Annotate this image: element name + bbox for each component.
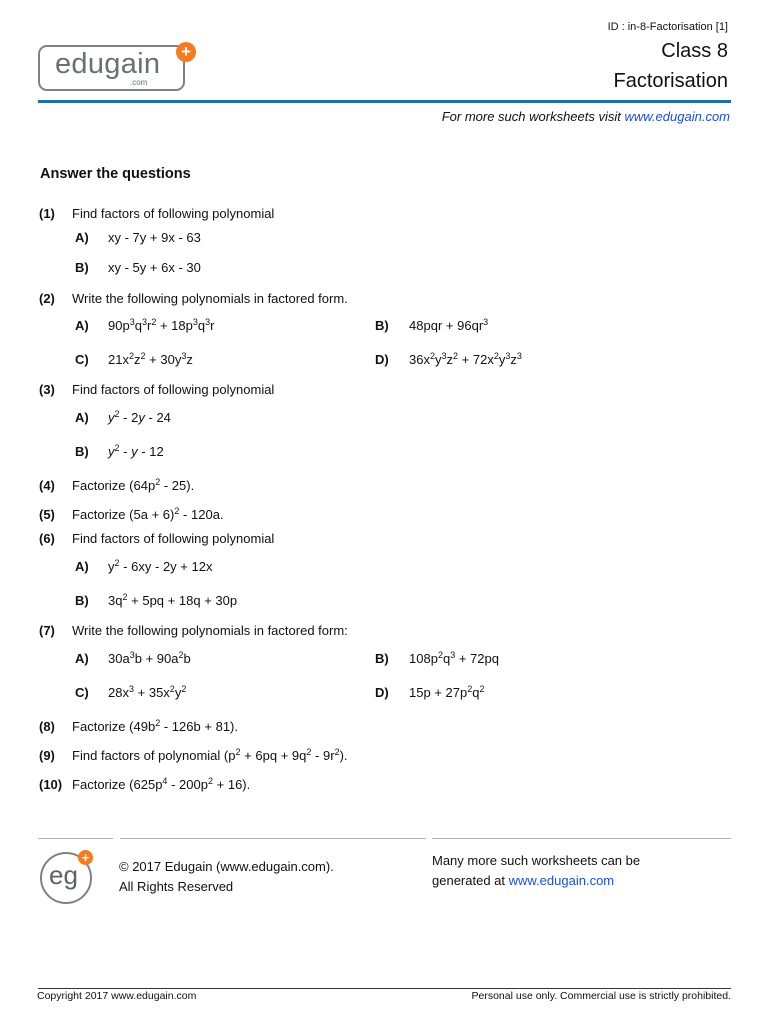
option-text: $y^2$ - y - 12 [108, 443, 164, 459]
copyright-line-2: All Rights Reserved [119, 879, 234, 894]
option-label: B) [75, 593, 89, 608]
edugain-link[interactable]: www.edugain.com [624, 109, 730, 124]
copyright-line-1: © 2017 Edugain (www.edugain.com). [119, 859, 334, 874]
option-label: B) [75, 444, 89, 459]
option-label: B) [75, 260, 89, 275]
option-text: $30a^3b + 90a^2b$ [108, 650, 191, 666]
option-text: $3q^2 + 5pq + 18q + 30p$ [108, 592, 238, 608]
option-label: A) [75, 559, 89, 574]
option-text: $y^2 - 6xy - 2y + 12x$ [108, 558, 213, 574]
generated-at-prefix: generated at [432, 873, 509, 888]
question-text: Factorize $(64p^2 - 25)$. [72, 477, 195, 493]
question-text: Find factors of following polynomial [72, 531, 275, 546]
question-text: Find factors of following polynomial [72, 382, 275, 397]
question-number: (6) [39, 531, 55, 546]
question-text: Write the following polynomials in factored form: [72, 623, 348, 638]
option-label: C) [75, 685, 89, 700]
option-text: $36x^2y^3z^2 + 72x^2y^3z^3$ [409, 351, 522, 367]
option-text: $108p^2q^3 + 72pq$ [409, 650, 499, 666]
worksheet-id: ID : in-8-Factorisation [1] [607, 21, 728, 33]
option-text: $y^2 - 2y - 24$ [108, 409, 171, 425]
option-text: $15p + 27p^2q^2$ [409, 684, 485, 700]
class-title: Class 8 [661, 40, 728, 62]
question-number: (10) [39, 777, 63, 792]
visit-prefix: For more such worksheets visit [441, 109, 625, 124]
logo-text: edugain [55, 48, 161, 80]
topic-title: Factorisation [613, 70, 728, 92]
visit-line [442, 109, 730, 124]
question-number: (4) [39, 478, 55, 493]
question-text: Factorize $(5a + 6)^2 - 120a$. [72, 506, 224, 522]
more-worksheets-line: Many more such worksheets can be [432, 853, 641, 868]
bottom-divider [38, 988, 731, 989]
question-number: (9) [39, 748, 55, 763]
option-label: A) [75, 651, 89, 666]
logo-com-text: .com [130, 78, 148, 87]
question-number: (3) [39, 382, 55, 397]
question-text: Find factors of polynomial $(p^2 + 6pq + 9q^2 - 9r^2)$. [72, 747, 348, 763]
question-text: Factorize $(49b^2 - 126b + 81)$. [72, 718, 239, 734]
option-label: B) [375, 318, 389, 333]
plus-icon: + [78, 850, 93, 865]
option-label: A) [75, 318, 89, 333]
footer-divider [120, 838, 426, 839]
option-label: B) [375, 651, 389, 666]
option-text: $28x^3 + 35x^2y^2$ [108, 684, 187, 700]
question-text: Factorize $(625p^4 - 200p^2 + 16)$. [72, 776, 251, 792]
option-text: $48pqr + 96qr^3$ [409, 317, 489, 333]
question-number: (1) [39, 206, 55, 221]
question-text: Write the following polynomials in factored form. [72, 291, 348, 306]
option-label: D) [375, 352, 389, 367]
footer-divider [38, 838, 113, 839]
option-text: xy - 5y + 6x - 30 [108, 260, 201, 275]
question-number: (8) [39, 719, 55, 734]
bottom-copyright: Copyright 2017 www.edugain.com [37, 990, 197, 1002]
generated-at-line [432, 871, 614, 891]
edugain-footer-link[interactable]: www.edugain.com [508, 873, 615, 888]
option-text: xy - 7y + 9x - 63 [108, 230, 201, 245]
option-label: A) [75, 410, 89, 425]
section-title: Answer the questions [40, 166, 191, 182]
question-number: (2) [39, 291, 55, 306]
bottom-usage-note: Personal use only. Commercial use is strictly prohibited. [471, 990, 731, 1002]
option-text: $90p^3q^3r^2 + 18p^3q^3r$ [108, 317, 215, 333]
plus-icon: + [176, 42, 196, 62]
eg-logo-text: eg [49, 860, 78, 890]
footer-divider [432, 838, 731, 839]
question-text: Find factors of following polynomial [72, 206, 275, 221]
option-label: A) [75, 230, 89, 245]
question-number: (7) [39, 623, 55, 638]
option-label: D) [375, 685, 389, 700]
option-text: $21x^2z^2 + 30y^3z$ [108, 351, 193, 367]
question-number: (5) [39, 507, 55, 522]
option-label: C) [75, 352, 89, 367]
header-divider [38, 100, 731, 103]
